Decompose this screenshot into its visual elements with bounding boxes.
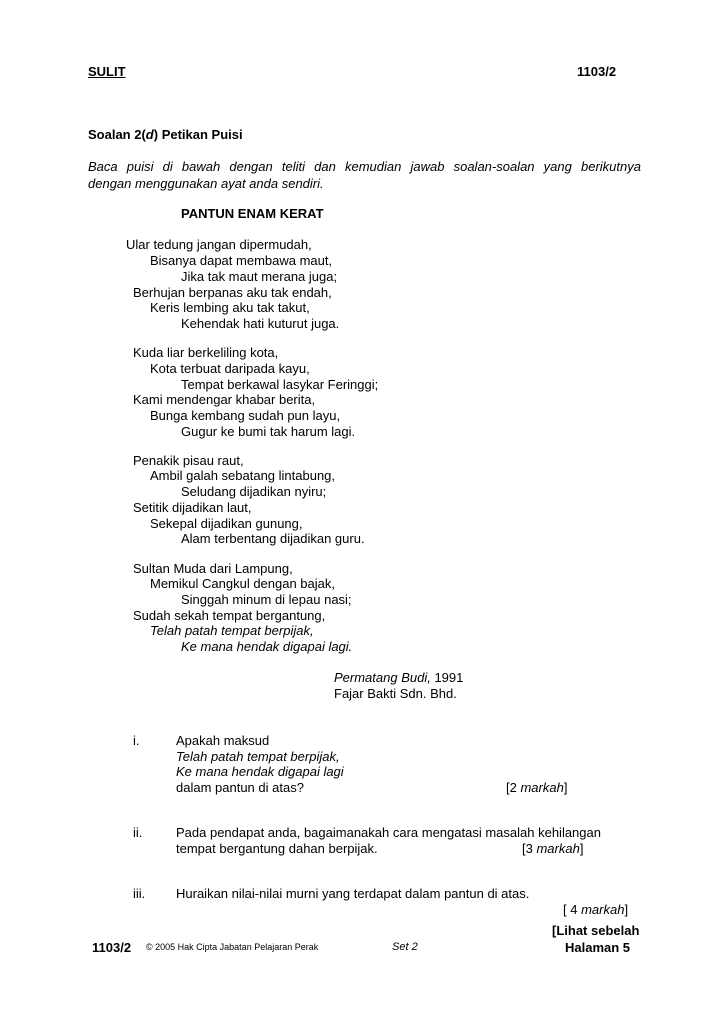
poem-line: Bunga kembang sudah pun layu, [150, 408, 341, 423]
item-text: Pada pendapat anda, bagaimanakah cara mengatasi masalah kehilangan [176, 825, 601, 840]
instruction-line-1: Baca puisi di bawah dengan teliti dan kemudian jawab soalan-soalan yang berikutnya [88, 159, 641, 174]
question-label [88, 127, 243, 142]
item-quote: Telah patah tempat berpijak, [176, 749, 340, 764]
poem-line: Ambil galah sebatang lintabung, [150, 468, 336, 483]
poem-line: Alam terbentang dijadikan guru. [181, 531, 365, 546]
marks-open: [2 [506, 780, 521, 795]
marks-open: [ 4 [563, 902, 582, 917]
item-text: tempat bergantung dahan berpijak. [176, 841, 378, 856]
instruction-line-2: dengan menggunakan ayat anda sendiri. [88, 176, 324, 191]
poem-line: Memikul Cangkul dengan bajak, [150, 576, 335, 591]
poem-line: Ke mana hendak digapai lagi. [181, 639, 353, 654]
item-marks [522, 841, 583, 856]
poem-line: Gugur ke bumi tak harum lagi. [181, 424, 356, 439]
question-label-prefix: Soalan 2( [88, 127, 146, 142]
footer-set: Set 2 [392, 941, 418, 953]
marks-word: markah [520, 780, 564, 795]
poem-line: Telah patah tempat berpijak, [150, 623, 314, 638]
item-marks [563, 902, 628, 917]
poem-source [334, 670, 463, 685]
poem-line: Kehendak hati kuturut juga. [181, 316, 340, 331]
marks-close: ] [624, 902, 629, 917]
poem-line: Keris lembing aku tak takut, [150, 300, 310, 315]
poem-line: Singgah minum di lepau nasi; [181, 592, 352, 607]
item-marks [506, 780, 567, 795]
poem-line: Kota terbuat daripada kayu, [150, 361, 310, 376]
source-title: Permatang Budi, [334, 670, 431, 685]
footer-copyright: © 2005 Hak Cipta Jabatan Pelajaran Perak [146, 942, 319, 952]
poem-publisher: Fajar Bakti Sdn. Bhd. [334, 686, 457, 701]
poem-title: PANTUN ENAM KERAT [181, 206, 324, 221]
item-number: iii. [133, 886, 146, 901]
item-number: ii. [133, 825, 143, 840]
poem-line: Tempat berkawal lasykar Feringgi; [181, 377, 379, 392]
poem-line: Penakik pisau raut, [133, 453, 244, 468]
poem-line: Jika tak maut merana juga; [181, 269, 338, 284]
header-code: 1103/2 [577, 64, 617, 79]
poem-line: Sultan Muda dari Lampung, [133, 561, 293, 576]
footer-see-over: [Lihat sebelah [552, 923, 640, 938]
poem-line: Setitik dijadikan laut, [133, 500, 252, 515]
footer-page-number: Halaman 5 [565, 940, 631, 955]
question-label-letter: d [145, 127, 154, 142]
header-sulit: SULIT [88, 64, 126, 79]
marks-word: markah [536, 841, 580, 856]
footer-code: 1103/2 [92, 940, 132, 955]
poem-line: Kami mendengar khabar berita, [133, 392, 316, 407]
item-text: Huraikan nilai-nilai murni yang terdapat dalam pantun di atas. [176, 886, 530, 901]
question-label-suffix: ) Petikan Puisi [153, 127, 243, 142]
poem-line: Seludang dijadikan nyiru; [181, 484, 327, 499]
item-quote: Ke mana hendak digapai lagi [176, 764, 344, 779]
item-text: Apakah maksud [176, 733, 270, 748]
poem-line: Ular tedung jangan dipermudah, [126, 237, 312, 252]
marks-open: [3 [522, 841, 537, 856]
marks-close: ] [563, 780, 568, 795]
poem-line: Bisanya dapat membawa maut, [150, 253, 333, 268]
marks-close: ] [579, 841, 584, 856]
poem-line: Sudah sekah tempat bergantung, [133, 608, 326, 623]
marks-word: markah [581, 902, 625, 917]
item-text: dalam pantun di atas? [176, 780, 304, 795]
item-number: i. [133, 733, 140, 748]
source-year: 1991 [430, 670, 464, 685]
poem-line: Sekepal dijadikan gunung, [150, 516, 303, 531]
poem-line: Berhujan berpanas aku tak endah, [133, 285, 332, 300]
poem-line: Kuda liar berkeliling kota, [133, 345, 279, 360]
